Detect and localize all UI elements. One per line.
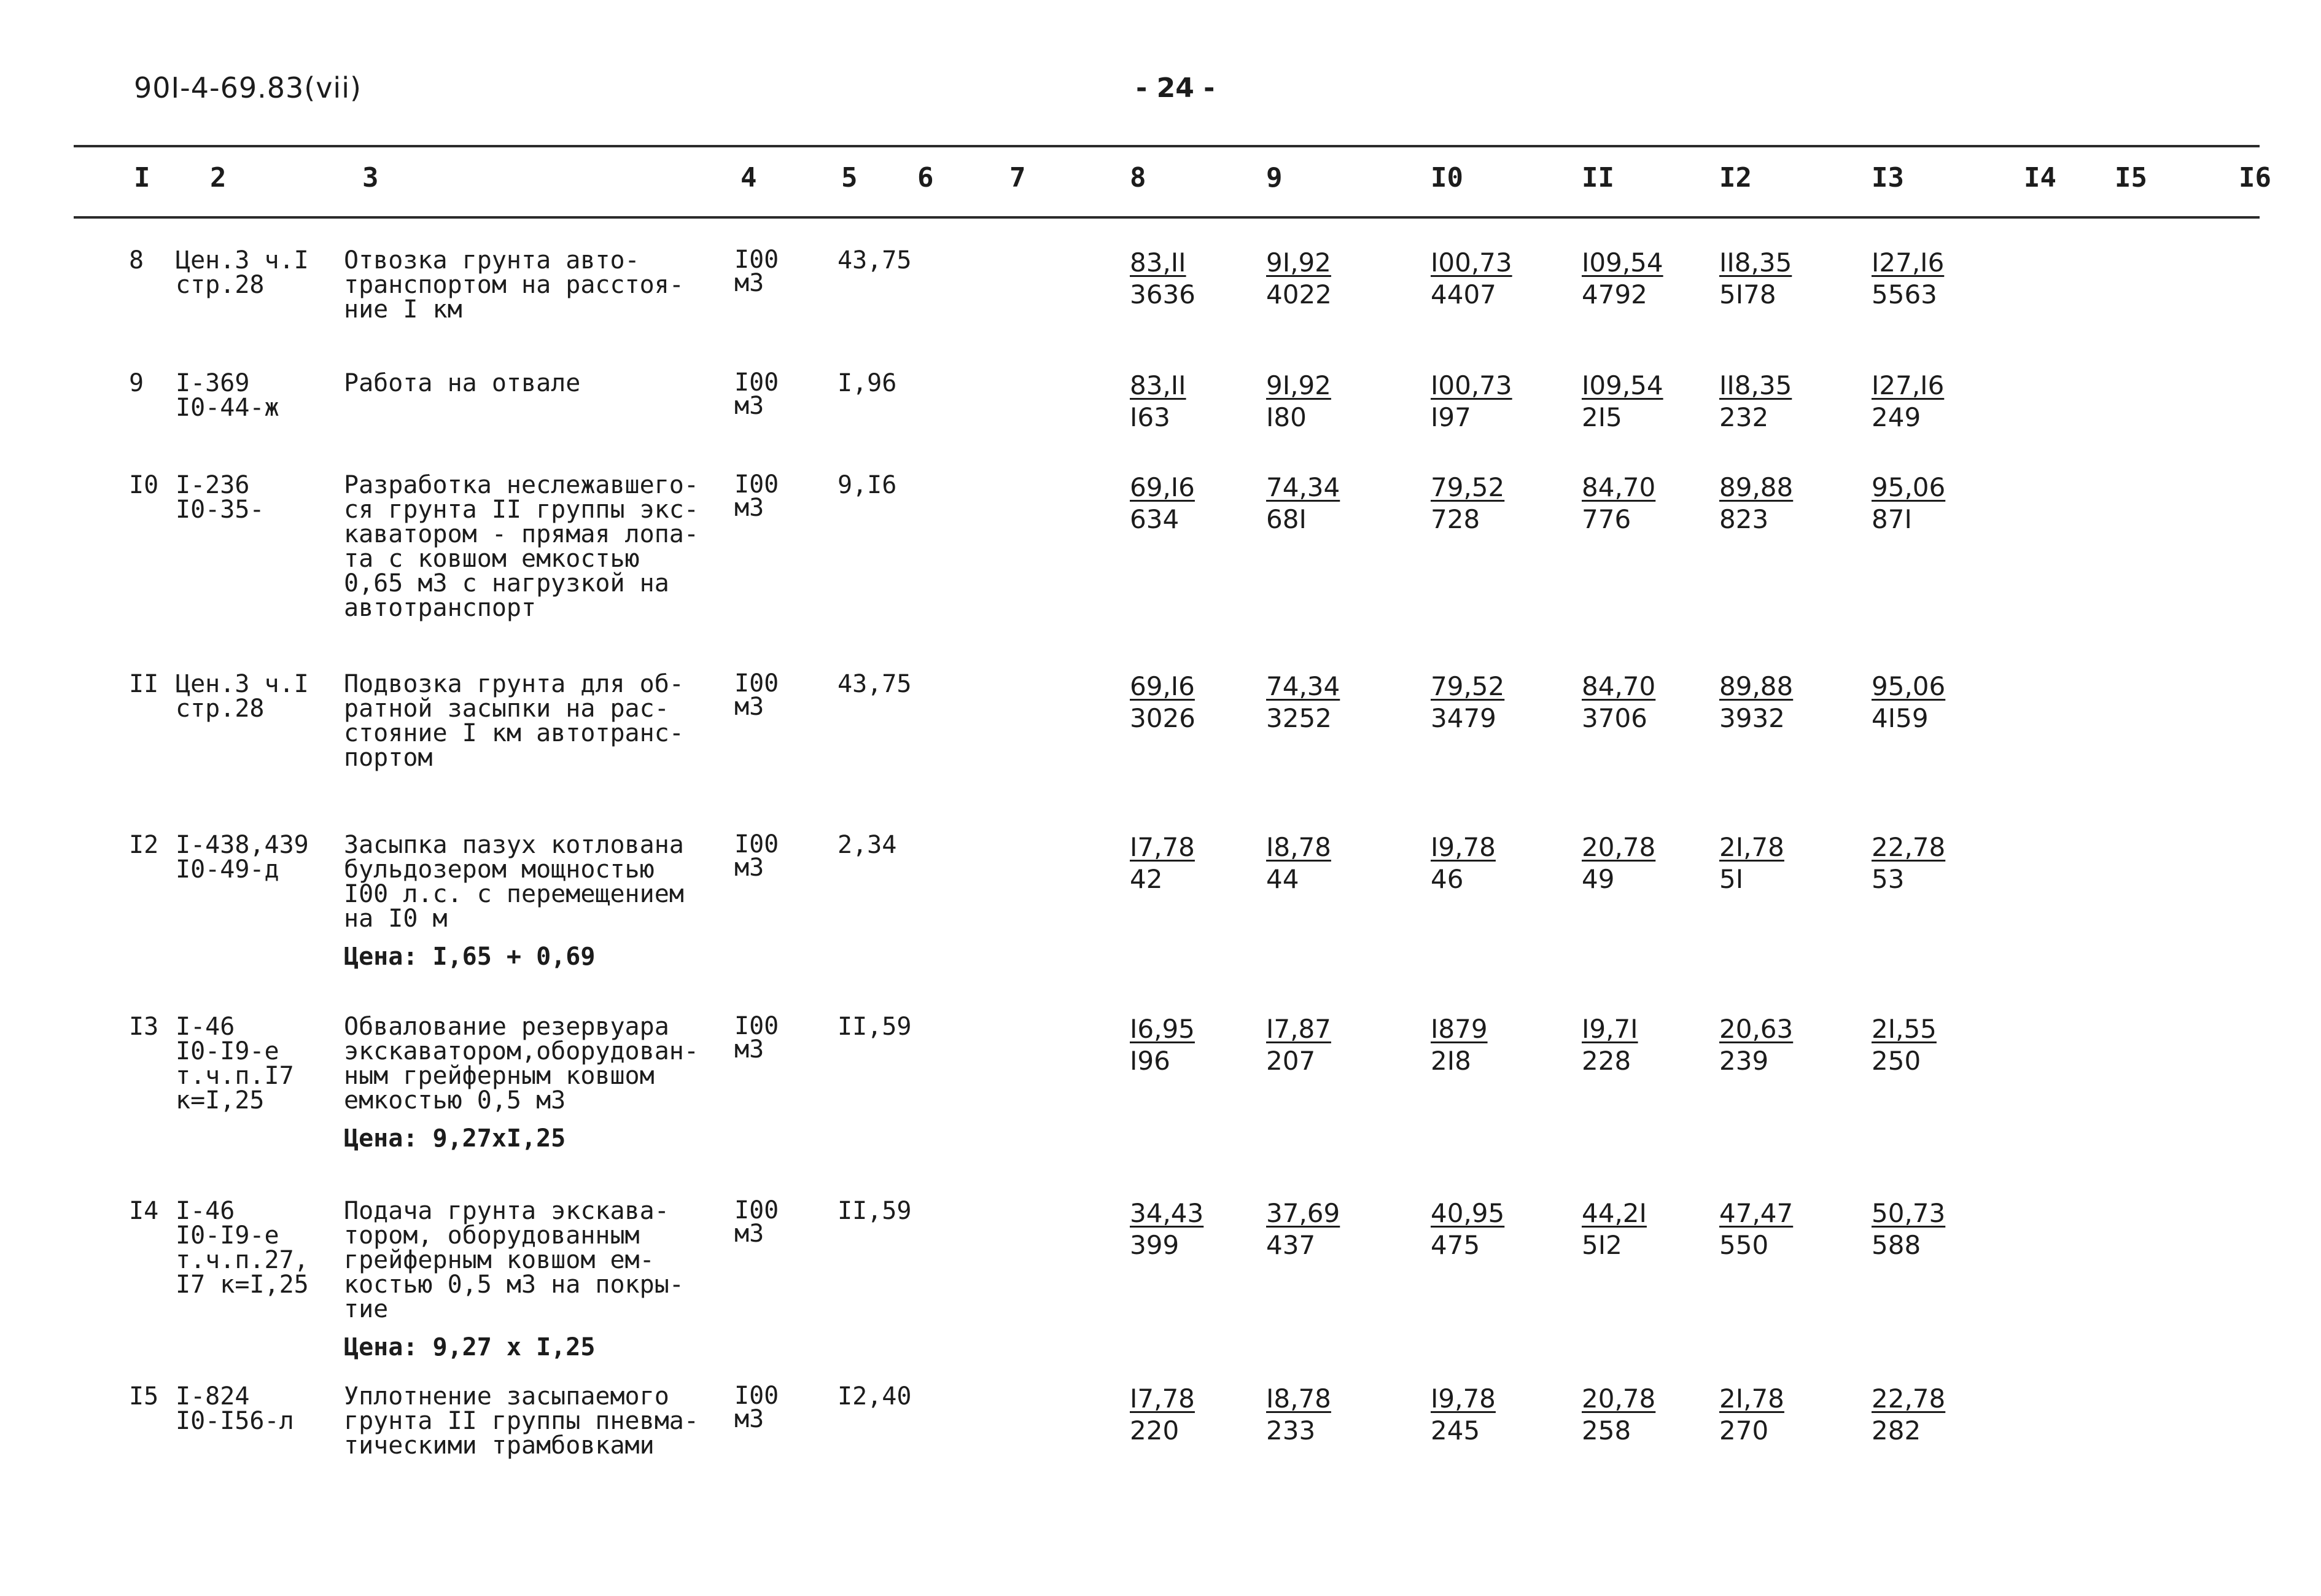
cost-value-pair	[1719, 248, 1792, 312]
unit-cost: I09,54	[1582, 247, 1663, 278]
total-cost: 228	[1582, 1046, 1631, 1076]
cost-value-pair	[1431, 672, 1504, 736]
quantity: 2,34	[838, 831, 897, 859]
work-description: Уплотнение засыпаемого грунта II группы пневма- тическими трамбовками	[344, 1382, 699, 1460]
cost-value-pair	[1266, 473, 1340, 537]
column-header: I4	[2024, 162, 2056, 193]
cost-value-pair	[1130, 1384, 1195, 1448]
total-cost: 588	[1872, 1230, 1921, 1260]
quantity: I,96	[838, 369, 897, 397]
unit-cost: I09,54	[1582, 370, 1663, 400]
unit-cost: I27,I6	[1872, 370, 1945, 400]
unit-cost: II8,35	[1719, 247, 1792, 278]
unit-cost: I7,78	[1130, 832, 1195, 862]
total-cost: 3479	[1431, 703, 1496, 733]
cost-value-pair	[1266, 1014, 1331, 1078]
work-description: Подвозка грунта для об- ратной засыпки на рас- стояние I км автотранс- портом	[344, 670, 684, 772]
total-cost: 550	[1719, 1230, 1769, 1260]
unit-cost: 37,69	[1266, 1198, 1340, 1228]
total-cost: 3026	[1130, 703, 1195, 733]
total-cost: 250	[1872, 1046, 1921, 1076]
total-cost: 53	[1872, 864, 1905, 894]
total-cost: 4022	[1266, 279, 1332, 309]
total-cost: 5I	[1719, 864, 1744, 894]
total-cost: 823	[1719, 504, 1769, 534]
work-description: Засыпка пазух котлована бульдозером мощностью I00 л.с. с перемещением на I0 м Цена: I,65 + 0,69	[344, 833, 725, 969]
total-cost: 233	[1266, 1415, 1316, 1446]
total-cost: 282	[1872, 1415, 1921, 1446]
cost-value-pair	[1719, 1199, 1793, 1263]
total-cost: 728	[1431, 504, 1480, 534]
price-formula: Цена: 9,27хI,25	[344, 1124, 566, 1153]
total-cost: 207	[1266, 1046, 1316, 1076]
cost-value-pair	[1130, 1014, 1195, 1078]
column-header: 4	[741, 162, 757, 193]
unit-cost: I8,78	[1266, 1384, 1331, 1414]
column-header: I	[134, 162, 150, 193]
cost-value-pair	[1582, 1199, 1647, 1263]
column-header: I6	[2239, 162, 2271, 193]
unit-of-measure: I00 м3	[734, 1196, 779, 1248]
cost-value-pair	[1872, 672, 1945, 736]
cost-value-pair	[1719, 833, 1784, 897]
unit-of-measure: I00 м3	[734, 368, 779, 420]
unit-cost: 2I,78	[1719, 1384, 1784, 1414]
unit-cost: 95,06	[1872, 671, 1946, 701]
price-formula: Цена: 9,27 х I,25	[344, 1333, 596, 1361]
row-number: I0	[129, 471, 159, 499]
unit-cost: I27,I6	[1872, 247, 1945, 278]
cost-value-pair	[1431, 1384, 1496, 1448]
unit-cost: 74,34	[1266, 472, 1340, 502]
cost-value-pair	[1872, 1014, 1937, 1078]
total-cost: 249	[1872, 402, 1921, 432]
cost-value-pair	[1582, 1014, 1638, 1078]
cost-value-pair	[1431, 1014, 1488, 1078]
total-cost: 437	[1266, 1230, 1316, 1260]
cost-value-pair	[1719, 672, 1793, 736]
column-header: I0	[1431, 162, 1463, 193]
total-cost: 3636	[1130, 279, 1195, 309]
column-header: I2	[1719, 162, 1752, 193]
column-header: I5	[2115, 162, 2147, 193]
unit-cost: 9I,92	[1266, 370, 1331, 400]
cost-value-pair	[1130, 833, 1195, 897]
quantity: 43,75	[838, 246, 912, 274]
cost-value-pair	[1266, 371, 1331, 435]
column-header: 7	[1009, 162, 1026, 193]
unit-cost: 69,I6	[1130, 472, 1195, 502]
unit-cost: 20,78	[1582, 832, 1656, 862]
unit-cost: 89,88	[1719, 472, 1794, 502]
unit-cost: I7,78	[1130, 1384, 1195, 1414]
row-number: 8	[129, 246, 144, 274]
column-header: 5	[841, 162, 858, 193]
column-header: 6	[917, 162, 934, 193]
unit-cost: 44,2I	[1582, 1198, 1647, 1228]
table-top-rule	[74, 145, 2260, 147]
column-header: I3	[1872, 162, 1904, 193]
total-cost: 776	[1582, 504, 1631, 534]
total-cost: 634	[1130, 504, 1180, 534]
unit-of-measure: I00 м3	[734, 830, 779, 882]
cost-value-pair	[1130, 371, 1186, 435]
unit-cost: 79,52	[1431, 671, 1505, 701]
unit-cost: 69,I6	[1130, 671, 1195, 701]
total-cost: 42	[1130, 864, 1163, 894]
unit-of-measure: I00 м3	[734, 1012, 779, 1064]
total-cost: 5I2	[1582, 1230, 1622, 1260]
cost-value-pair	[1266, 672, 1340, 736]
total-cost: 44	[1266, 864, 1299, 894]
cost-value-pair	[1872, 473, 1945, 537]
unit-cost: 22,78	[1872, 1384, 1946, 1414]
total-cost: 2I8	[1431, 1046, 1471, 1076]
page-number: - 24 -	[1136, 72, 1215, 104]
unit-cost: 20,63	[1719, 1014, 1794, 1044]
cost-value-pair	[1130, 1199, 1203, 1263]
unit-cost: 2I,55	[1872, 1014, 1937, 1044]
unit-cost: 89,88	[1719, 671, 1794, 701]
norm-reference: I-824 I0-I56-л	[176, 1382, 294, 1435]
total-cost: I80	[1266, 402, 1307, 432]
cost-value-pair	[1872, 833, 1945, 897]
norm-reference: I-236 I0-35-	[176, 471, 265, 524]
cost-value-pair	[1431, 473, 1504, 537]
total-cost: 4407	[1431, 279, 1496, 309]
cost-value-pair	[1431, 1199, 1504, 1263]
unit-cost: I00,73	[1431, 370, 1512, 400]
total-cost: 245	[1431, 1415, 1480, 1446]
norm-reference: Цен.3 ч.I стр.28	[176, 670, 309, 723]
unit-cost: 83,II	[1130, 370, 1186, 400]
column-header: 3	[362, 162, 379, 193]
unit-cost: I9,78	[1431, 832, 1496, 862]
unit-cost: 20,78	[1582, 1384, 1656, 1414]
row-number: 9	[129, 369, 144, 397]
unit-cost: II8,35	[1719, 370, 1792, 400]
unit-of-measure: I00 м3	[734, 1382, 779, 1433]
row-number: I2	[129, 831, 159, 859]
document-code: 90I-4-69.83(vii)	[134, 71, 362, 104]
cost-value-pair	[1872, 371, 1944, 435]
unit-cost: I879	[1431, 1014, 1488, 1044]
total-cost: 5563	[1872, 279, 1937, 309]
total-cost: I96	[1130, 1046, 1170, 1076]
unit-cost: 84,70	[1582, 472, 1656, 502]
unit-cost: I6,95	[1130, 1014, 1195, 1044]
work-description: Подача грунта экскава- тором, оборудованным грейферным ковшом ем- костью 0,5 м3 на покры- тие Цена: 9,27 х I,25	[344, 1199, 725, 1360]
table-header-rule	[74, 216, 2260, 219]
cost-value-pair	[1431, 371, 1512, 435]
quantity: 43,75	[838, 670, 912, 698]
quantity: 9,I6	[838, 471, 897, 499]
column-header: 8	[1130, 162, 1146, 193]
unit-cost: I9,7I	[1582, 1014, 1638, 1044]
unit-cost: 95,06	[1872, 472, 1946, 502]
total-cost: 3252	[1266, 703, 1332, 733]
total-cost: 239	[1719, 1046, 1769, 1076]
cost-value-pair	[1872, 248, 1944, 312]
unit-cost: I8,78	[1266, 832, 1331, 862]
cost-value-pair	[1872, 1199, 1945, 1263]
unit-cost: 40,95	[1431, 1198, 1505, 1228]
total-cost: 68I	[1266, 504, 1307, 534]
total-cost: 220	[1130, 1415, 1180, 1446]
total-cost: 475	[1431, 1230, 1480, 1260]
unit-cost: 84,70	[1582, 671, 1656, 701]
cost-value-pair	[1582, 473, 1655, 537]
cost-value-pair	[1582, 672, 1655, 736]
unit-cost: 34,43	[1130, 1198, 1204, 1228]
cost-value-pair	[1719, 371, 1792, 435]
cost-value-pair	[1266, 1384, 1331, 1448]
unit-cost: 22,78	[1872, 832, 1946, 862]
column-header: 2	[210, 162, 227, 193]
total-cost: 3706	[1582, 703, 1647, 733]
unit-cost: I00,73	[1431, 247, 1512, 278]
unit-cost: I7,87	[1266, 1014, 1331, 1044]
total-cost: 87I	[1872, 504, 1912, 534]
cost-value-pair	[1431, 248, 1512, 312]
total-cost: 232	[1719, 402, 1769, 432]
quantity: II,59	[838, 1197, 912, 1225]
cost-value-pair	[1582, 1384, 1655, 1448]
cost-value-pair	[1582, 248, 1663, 312]
total-cost: I97	[1431, 402, 1471, 432]
cost-value-pair	[1719, 1014, 1793, 1078]
cost-value-pair	[1872, 1384, 1945, 1448]
quantity: II,59	[838, 1013, 912, 1041]
unit-cost: 79,52	[1431, 472, 1505, 502]
quantity: I2,40	[838, 1382, 912, 1411]
total-cost: 258	[1582, 1415, 1631, 1446]
cost-value-pair	[1130, 672, 1195, 736]
row-number: I4	[129, 1197, 159, 1225]
unit-cost: 83,II	[1130, 247, 1186, 278]
cost-value-pair	[1431, 833, 1496, 897]
unit-cost: 50,73	[1872, 1198, 1946, 1228]
unit-cost: 47,47	[1719, 1198, 1794, 1228]
unit-of-measure: I00 м3	[734, 246, 779, 297]
norm-reference: Цен.3 ч.I стр.28	[176, 246, 309, 299]
total-cost: 399	[1130, 1230, 1180, 1260]
work-description: Разработка неслежавшего- ся грунта II группы экс- каватором - прямая лопа- та с ковшом емкостью 0,65 м3 с нагрузкой на автотранспорт	[344, 471, 699, 622]
total-cost: 49	[1582, 864, 1615, 894]
work-description: Отвозка грунта авто- транспортом на расстоя- ние I км	[344, 246, 684, 324]
unit-of-measure: I00 м3	[734, 470, 779, 522]
cost-value-pair	[1582, 833, 1655, 897]
column-header: 9	[1266, 162, 1283, 193]
norm-reference: I-46 I0-I9-е т.ч.п.27, I7 к=I,25	[176, 1197, 309, 1299]
cost-value-pair	[1266, 833, 1331, 897]
row-number: I5	[129, 1382, 159, 1411]
cost-value-pair	[1130, 473, 1195, 537]
cost-value-pair	[1582, 371, 1663, 435]
cost-value-pair	[1266, 1199, 1340, 1263]
cost-value-pair	[1719, 1384, 1784, 1448]
unit-of-measure: I00 м3	[734, 669, 779, 721]
cost-value-pair	[1130, 248, 1195, 312]
work-description: Обвалование резервуара экскаватором,оборудован- ным грейферным ковшом емкостью 0,5 м3 Цена: 9,27хI,25	[344, 1014, 725, 1151]
total-cost: I63	[1130, 402, 1170, 432]
column-header: II	[1582, 162, 1614, 193]
total-cost: 5I78	[1719, 279, 1776, 309]
total-cost: 3932	[1719, 703, 1785, 733]
unit-cost: 9I,92	[1266, 247, 1331, 278]
unit-cost: 2I,78	[1719, 832, 1784, 862]
unit-cost: I9,78	[1431, 1384, 1496, 1414]
unit-cost: 74,34	[1266, 671, 1340, 701]
work-description: Работа на отвале	[344, 369, 581, 397]
total-cost: 2I5	[1582, 402, 1622, 432]
norm-reference: I-438,439 I0-49-д	[176, 831, 309, 884]
total-cost: 46	[1431, 864, 1464, 894]
total-cost: 4I59	[1872, 703, 1929, 733]
cost-value-pair	[1719, 473, 1793, 537]
norm-reference: I-369 I0-44-ж	[176, 369, 279, 422]
total-cost: 270	[1719, 1415, 1769, 1446]
price-formula: Цена: I,65 + 0,69	[344, 943, 596, 971]
total-cost: 4792	[1582, 279, 1647, 309]
cost-value-pair	[1266, 248, 1332, 312]
row-number: I3	[129, 1013, 159, 1041]
norm-reference: I-46 I0-I9-е т.ч.п.I7 к=I,25	[176, 1013, 294, 1115]
row-number: II	[129, 670, 159, 698]
